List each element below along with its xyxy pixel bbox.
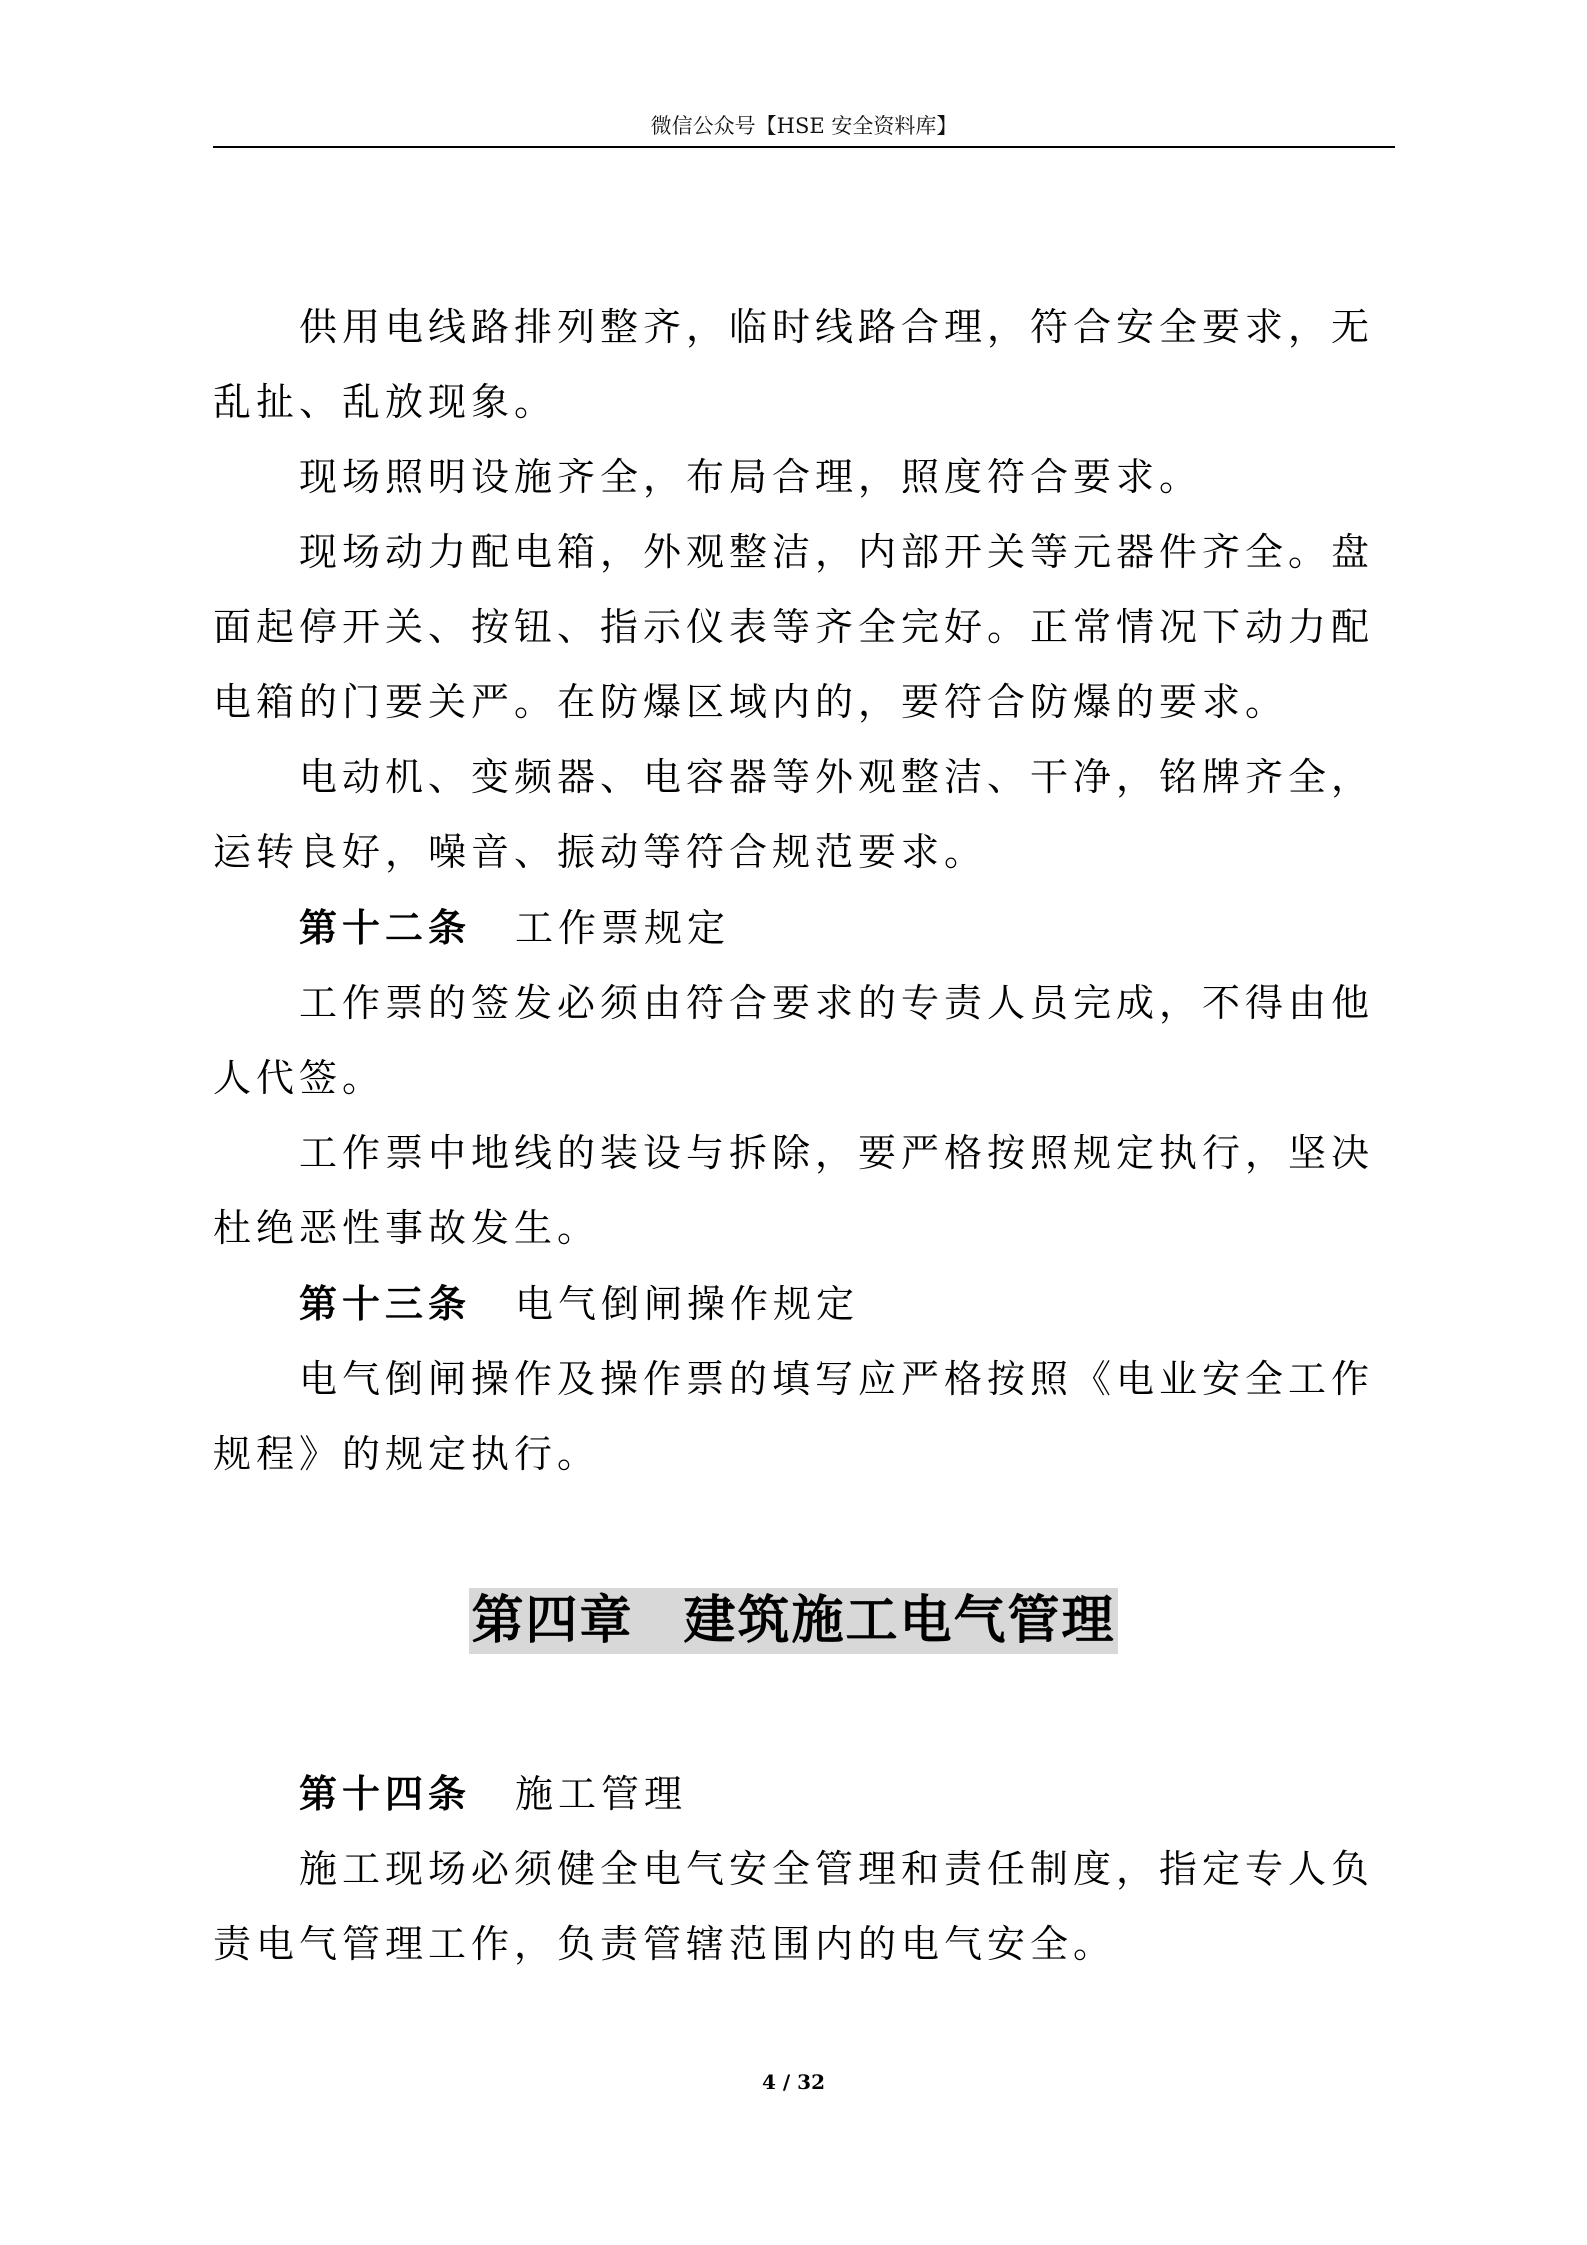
document-body-top — [213, 290, 1395, 1492]
article-number: 第十三条 — [299, 1281, 472, 1326]
paragraph: 供用电线路排列整齐，临时线路合理，符合安全要求，无乱扯、乱放现象。 — [213, 305, 1375, 424]
article-title: 电气倒闸操作规定 — [515, 1282, 860, 1326]
chapter-title: 建筑施工电气管理 — [683, 1591, 1116, 1651]
article-12-heading — [213, 890, 1395, 966]
paragraph: 工作票的签发必须由符合要求的专责人员完成，不得由他人代签。 — [213, 981, 1375, 1100]
page-number: 4 / 32 — [762, 2070, 825, 2094]
chapter-number: 第四章 — [471, 1591, 634, 1651]
article-title: 施工管理 — [515, 1772, 688, 1816]
paragraph: 现场动力配电箱，外观整洁，内部开关等元器件齐全。盘面起停开关、按钮、指示仪表等齐全完好。正常情况下动力配电箱的门要关严。在防爆区域内的，要符合防爆的要求。 — [213, 530, 1375, 724]
article-title: 工作票规定 — [515, 906, 731, 950]
document-body-bottom — [213, 1756, 1395, 1982]
paragraph: 电动机、变频器、电容器等外观整洁、干净，铭牌齐全，运转良好，噪音、振动等符合规范要求。 — [213, 755, 1375, 874]
chapter-heading-wrapper — [0, 1588, 1587, 1654]
article-number: 第十二条 — [299, 905, 472, 950]
article-13-heading — [213, 1266, 1395, 1342]
article-14-heading — [213, 1756, 1395, 1832]
page-header: 微信公众号【HSE 安全资料库】 — [650, 114, 958, 138]
paragraph: 工作票中地线的装设与拆除，要严格按照规定执行，坚决杜绝恶性事故发生。 — [213, 1131, 1375, 1250]
paragraph: 现场照明设施齐全，布局合理，照度符合要求。 — [299, 455, 1203, 499]
chapter-heading — [469, 1588, 1117, 1654]
paragraph: 电气倒闸操作及操作票的填写应严格按照《电业安全工作规程》的规定执行。 — [213, 1357, 1375, 1476]
paragraph: 施工现场必须健全电气安全管理和责任制度，指定专人负责电气管理工作，负责管辖范围内的电气安全。 — [213, 1847, 1375, 1966]
article-number: 第十四条 — [299, 1771, 472, 1816]
header-divider — [213, 146, 1395, 148]
